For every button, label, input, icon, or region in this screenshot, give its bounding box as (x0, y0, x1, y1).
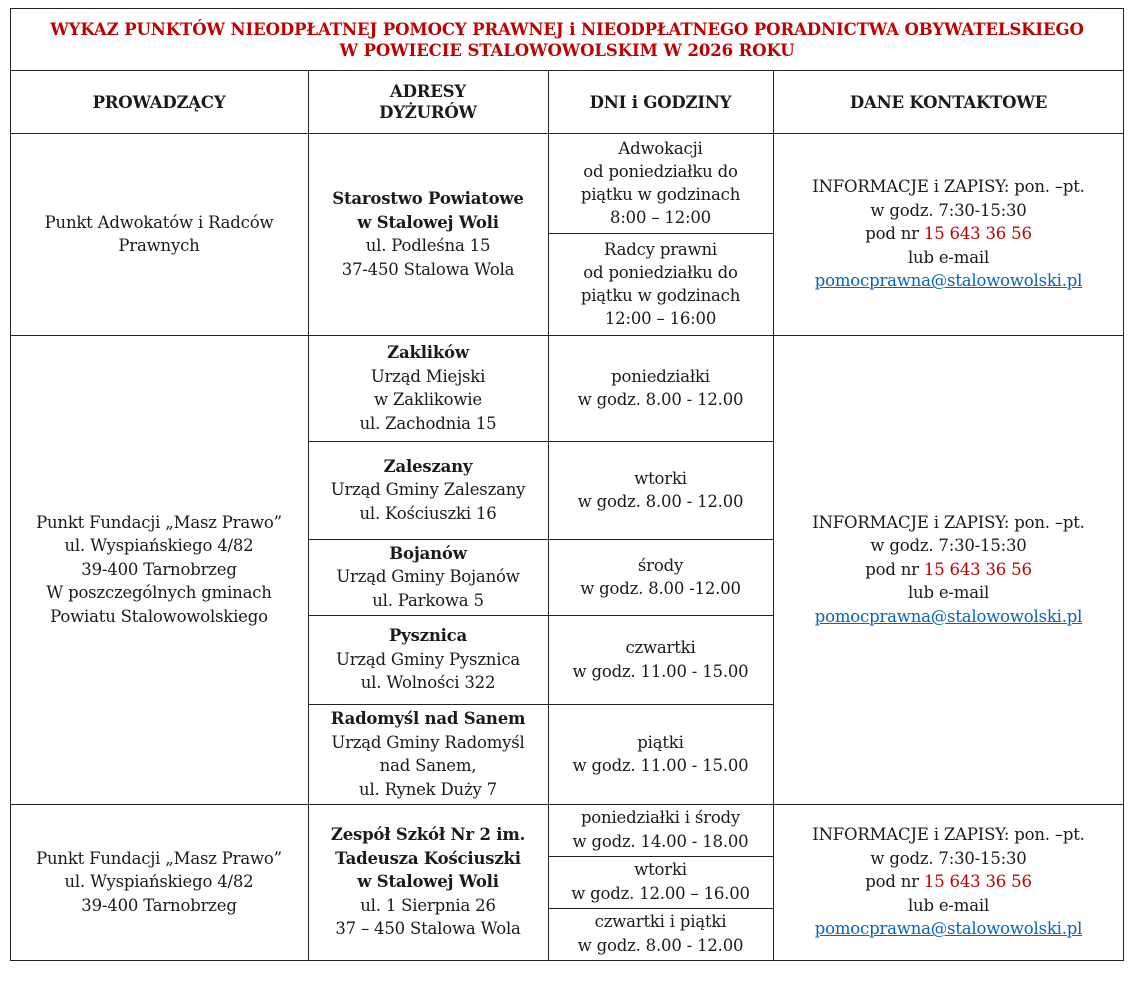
address-cell-zaleszany (308, 441, 548, 539)
contact-cell-3 (773, 804, 1124, 960)
hours-line: Adwokacji (618, 139, 703, 158)
address-cell-1 (308, 133, 548, 335)
address-line: 37 – 450 Stalowa Wola (335, 919, 521, 939)
hours-line: 8:00 – 12:00 (610, 208, 711, 227)
hours-cell-zaleszany (548, 441, 773, 539)
header-prowadzacy-text: PROWADZĄCY (92, 92, 226, 112)
provider-line: Punkt Fundacji „Masz Prawo” (36, 512, 282, 532)
address-cell-pysznica (308, 615, 548, 704)
hours-time: w godz. 11.00 - 15.00 (572, 661, 749, 681)
provider-line: Punkt Adwokatów i Radców (44, 212, 274, 232)
hours-days: czwartki i piątki (594, 912, 727, 931)
address-line: ul. Kościuszki 16 (359, 503, 497, 523)
address-line: 37-450 Stalowa Wola (341, 259, 515, 279)
contact-line: w godz. 7:30-15:30 (870, 200, 1027, 220)
address-name: Zespół Szkół Nr 2 im. (330, 825, 526, 845)
provider-line: ul. Wyspiańskiego 4/82 (64, 872, 254, 892)
provider-cell-3 (10, 804, 308, 960)
hours-days: poniedziałki (611, 366, 710, 386)
contact-phone-line (865, 558, 1032, 582)
address-line: Urząd Miejski (370, 366, 486, 386)
address-name: Pysznica (388, 626, 468, 646)
page-title (10, 8, 1124, 71)
hours-cell-adwokaci (548, 133, 773, 233)
header-dni-text: DNI i GODZINY (589, 92, 732, 112)
header-dane (773, 71, 1124, 133)
phone-number: 15 643 36 56 (923, 872, 1032, 892)
address-line: Urząd Gminy Pysznica (336, 649, 520, 669)
address-line: ul. Zachodnia 15 (359, 413, 497, 433)
address-line: Urząd Gminy Radomyśl (331, 732, 525, 752)
header-dane-text: DANE KONTAKTOWE (849, 92, 1048, 112)
hours-time: w godz. 8.00 - 12.00 (577, 390, 744, 409)
provider-line: 39-400 Tarnobrzeg (81, 559, 237, 579)
contact-cell-2 (773, 335, 1124, 804)
hours-days: wtorki (634, 860, 687, 879)
document-table (10, 8, 1124, 961)
address-cell-zespol-szkol (308, 804, 548, 960)
contact-line: lub e-mail (907, 247, 990, 267)
hours-line: Radcy prawni (604, 240, 717, 259)
hours-line: od poniedziałku do (583, 162, 738, 181)
phone-prefix: pod nr (865, 872, 924, 892)
contact-line: INFORMACJE i ZAPISY: pon. –pt. (812, 512, 1085, 532)
address-cell-zaklikow (308, 335, 548, 441)
address-name: Radomyśl nad Sanem (330, 709, 526, 728)
address-name: w Stalowej Woli (357, 872, 499, 892)
contact-line: INFORMACJE i ZAPISY: pon. –pt. (812, 177, 1085, 197)
provider-line: Punkt Fundacji „Masz Prawo” (36, 848, 282, 868)
address-line: w Zaklikowie (374, 390, 482, 409)
hours-time: w godz. 8.00 - 12.00 (577, 492, 744, 511)
provider-line: Prawnych (118, 236, 200, 255)
hours-days: piątki (637, 732, 684, 752)
hours-cell-radcy (548, 233, 773, 335)
provider-cell-1 (10, 133, 308, 335)
provider-line: W poszczególnych gminach (46, 583, 272, 603)
address-name: Bojanów (389, 543, 467, 563)
phone-number: 15 643 36 56 (923, 559, 1032, 579)
phone-number: 15 643 36 56 (923, 224, 1032, 244)
address-cell-bojanow (308, 539, 548, 615)
provider-line: ul. Wyspiańskiego 4/82 (64, 536, 254, 556)
hours-line: od poniedziałku do (583, 263, 738, 282)
hours-line: piątku w godzinach (580, 286, 741, 305)
provider-cell-2 (10, 335, 308, 804)
hours-time: w godz. 8.00 -12.00 (580, 579, 741, 598)
hours-days: czwartki (625, 638, 696, 657)
email-link[interactable]: pomocprawna@stalowowolski.pl (814, 271, 1083, 291)
contact-line: lub e-mail (907, 895, 990, 915)
phone-prefix: pod nr (865, 559, 924, 579)
provider-line: 39-400 Tarnobrzeg (81, 895, 237, 915)
header-adresy (308, 71, 548, 133)
address-name: Tadeusza Kościuszki (335, 848, 521, 868)
hours-cell-radomysl (548, 704, 773, 804)
contact-cell-1 (773, 133, 1124, 335)
address-name: Zaleszany (383, 456, 473, 476)
contact-line: INFORMACJE i ZAPISY: pon. –pt. (812, 825, 1085, 845)
contact-line: lub e-mail (907, 583, 990, 603)
hours-line: piątku w godzinach (580, 185, 741, 204)
hours-time: w godz. 14.00 - 18.00 (572, 832, 749, 851)
contact-phone-line (865, 870, 1032, 894)
header-adresy-line2: DYŻURÓW (379, 103, 477, 122)
email-link[interactable]: pomocprawna@stalowowolski.pl (814, 606, 1083, 626)
table-bottom-border (10, 960, 1124, 961)
address-cell-radomysl (308, 704, 548, 804)
address-line: ul. Parkowa 5 (372, 590, 484, 610)
hours-days: poniedziałki i środy (580, 808, 741, 827)
hours-line: 12:00 – 16:00 (604, 309, 717, 328)
header-prowadzacy (10, 71, 308, 133)
hours-cell-bojanow (548, 539, 773, 615)
hours-cell-zaklikow (548, 335, 773, 441)
provider-line: Powiatu Stalowowolskiego (50, 606, 268, 626)
address-line: ul. Wolności 322 (360, 673, 496, 693)
title-line-1: WYKAZ PUNKTÓW NIEODPŁATNEJ POMOCY PRAWNEJ i NIEODPŁATNEGO PORADNICTWA OBYWATELSKIEGO (50, 20, 1084, 39)
hours-time: w godz. 8.00 - 12.00 (577, 936, 744, 955)
hours-time: w godz. 11.00 - 15.00 (572, 756, 749, 775)
address-name: w Stalowej Woli (357, 212, 499, 232)
title-line-2: W POWIECIE STALOWOWOLSKIM W 2026 ROKU (339, 41, 795, 60)
address-line: ul. 1 Sierpnia 26 (360, 895, 496, 915)
phone-prefix: pod nr (865, 224, 924, 244)
address-line: nad Sanem, (379, 756, 477, 775)
header-adresy-line1: ADRESY (390, 82, 466, 101)
hours-days: środy (637, 555, 684, 575)
contact-phone-line (865, 222, 1032, 246)
hours-time: w godz. 12.00 – 16.00 (571, 884, 750, 903)
email-link[interactable]: pomocprawna@stalowowolski.pl (814, 919, 1083, 939)
hours-cell-pysznica (548, 615, 773, 704)
contact-line: w godz. 7:30-15:30 (870, 536, 1027, 556)
hours-days: wtorki (634, 468, 687, 488)
address-line: ul. Podleśna 15 (365, 236, 491, 255)
hours-cell-pon-sr (548, 804, 773, 856)
address-line: Urząd Gminy Zaleszany (330, 480, 526, 500)
contact-line: w godz. 7:30-15:30 (870, 848, 1027, 868)
hours-cell-czw-pt (548, 908, 773, 960)
address-name: Starostwo Powiatowe (332, 189, 524, 208)
address-line: Urząd Gminy Bojanów (336, 567, 520, 587)
header-dni (548, 71, 773, 133)
address-line: ul. Rynek Duży 7 (359, 779, 497, 799)
address-name: Zaklików (387, 343, 469, 362)
hours-cell-wt (548, 856, 773, 908)
